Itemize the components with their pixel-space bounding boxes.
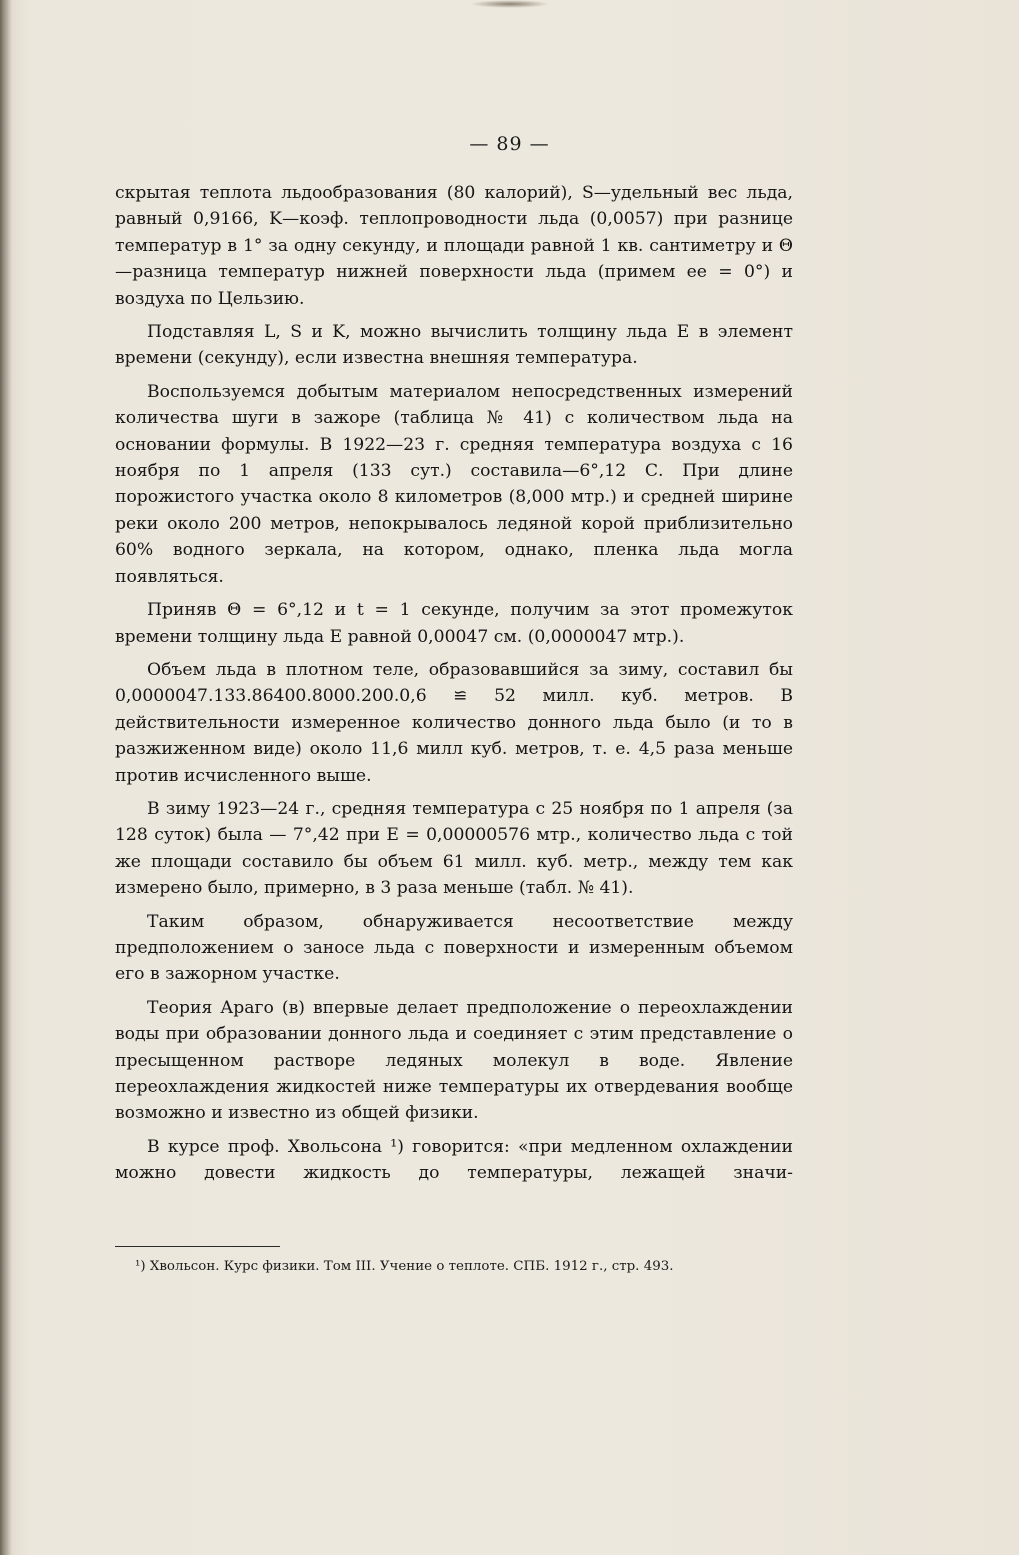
page-number: — 89 — (469, 133, 550, 155)
paragraph: Воспользуемся добытым материалом непосредственных измерений количества шуги в зажоре (таблица № 41) с количеством льда на основании формулы. В 1922—23 г. средняя температура воздуха с 16 ноября по 1 апреля (133 сут.) составила—6°,12 С. При длине порожистого участка около 8 километров (8,000 мтр.) и средней ширине реки около 200 метров, непокрывалось ледяной корой приблизительно 60% водного зеркала, на котором, однако, пленка льда могла появляться. (115, 381, 793, 587)
paragraph: Теория Араго (в) впервые делает предположение о переохлаждении воды при образовании донного льда и соединяет с этим представление о пресыщенном растворе ледяных молекул в воде. Явление переохлаждения жидкостей ниже температуры их отвердевания вообще возможно и известно из общей физики. (115, 997, 793, 1124)
page-top-stain (470, 0, 550, 8)
paragraph: Подставляя L, S и K, можно вычислить толщину льда E в элемент времени (секунду), если известна внешняя температура. (115, 322, 793, 369)
footnote-divider (115, 1246, 280, 1247)
paragraph: В зиму 1923—24 г., средняя температура с 25 ноября по 1 апреля (за 128 суток) была — 7°,42 при E = 0,00000576 мтр., количество льда с той же площади составило бы объем 61 милл. куб. метр., между тем как измерено было, примерно, в 3 раза меньше (табл. № 41). (115, 798, 793, 899)
paragraph: Приняв Θ = 6°,12 и t = 1 секунде, получим за этот промежуток времени толщину льда E равной 0,00047 см. (0,0000047 мтр.). (115, 600, 793, 647)
footnote: ¹) Хвольсон. Курс физики. Том III. Учение о теплоте. СПБ. 1912 г., стр. 493. (135, 1259, 674, 1274)
paragraph: В курсе проф. Хвольсона ¹) говорится: «при медленном охлаждении можно довести жидкость до температуры, лежащей значи- (115, 1136, 793, 1184)
paragraph: Таким образом, обнаруживается несоответствие между предположением о заносе льда с поверхности и измеренным объемом его в зажорном участке. (115, 911, 793, 985)
paragraph: Объем льда в плотном теле, образовавшийся за зиму, составил бы 0,0000047.133.86400.8000.200.0,6 ≌ 52 милл. куб. метров. В действительности измеренное количество донного льда было (и то в разжиженном виде) около 11,6 милл куб. метров, т. е. 4,5 раза меньше против исчисленного выше. (115, 659, 793, 786)
paragraph: скрытая теплота льдообразования (80 калорий), S—удельный вес льда, равный 0,9166, K—коэф. теплопроводности льда (0,0057) при разнице температур в 1° за одну секунду, и площади равной 1 кв. сантиметру и Θ—разница температур нижней поверхности льда (примем ее = 0°) и воздуха по Цельзию. (115, 183, 793, 309)
body-text (115, 180, 793, 1194)
